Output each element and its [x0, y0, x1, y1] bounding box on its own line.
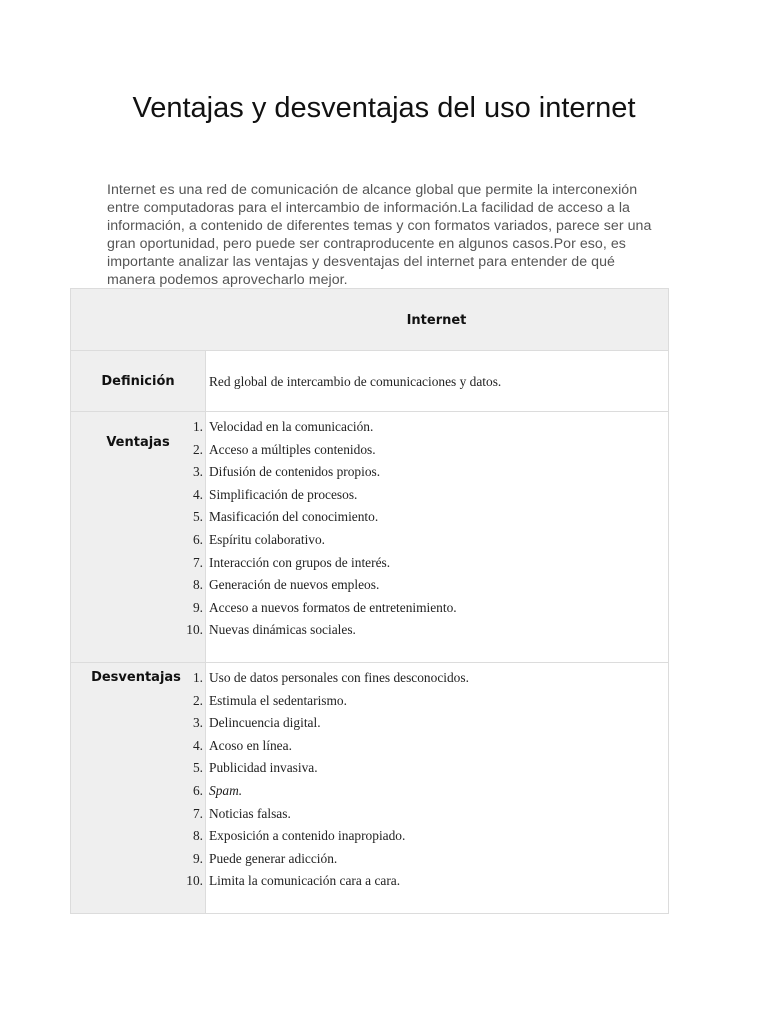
- list-item: [171, 757, 469, 780]
- list-item-text: Generación de nuevos empleos.: [209, 577, 380, 593]
- list-item-text: Espíritu colaborativo.: [209, 531, 326, 547]
- list-item-number: 4.: [192, 486, 203, 502]
- list-item-number: 8.: [192, 828, 203, 844]
- definition-text: Red global de intercambio de comunicaciones y datos.: [209, 374, 502, 389]
- list-item-number: 7.: [192, 805, 203, 821]
- list-item-text: Difusión de contenidos propios.: [209, 464, 381, 480]
- list-item-number: 10.: [186, 622, 203, 638]
- list-item-number: 10.: [186, 873, 203, 889]
- row-label-desventajas: Desventajas: [91, 670, 181, 685]
- list-item: [171, 803, 469, 826]
- comparison-table: [70, 288, 669, 914]
- list-item-text: Delincuencia digital.: [209, 715, 321, 731]
- list-item: [171, 597, 457, 620]
- list-item-text: Limita la comunicación cara a cara.: [209, 873, 401, 889]
- desventajas-list: [171, 667, 469, 893]
- row-label-ventajas: Ventajas: [106, 435, 170, 450]
- list-item-number: 9.: [192, 850, 203, 866]
- list-item-number: 6.: [192, 782, 203, 798]
- list-item-text: Acceso a nuevos formatos de entretenimiento.: [209, 599, 457, 615]
- row-divider: [71, 350, 668, 351]
- list-item-text: Spam.: [209, 782, 243, 798]
- intro-paragraph: Internet es una red de comunicación de alcance global que permite la interconexión entre computadoras para el intercambio de información.La facilidad de acceso a la información, a contenido de diferentes temas y con formatos variados, parece ser una gran oportunidad, pero puede ser contraproducente en algunos casos.Por eso, es importante analizar las ventajas y desventajas del internet para entender de qué manera podemos aprovecharlo mejor.: [107, 182, 652, 288]
- list-item-number: 3.: [192, 464, 203, 480]
- list-item: [171, 667, 469, 690]
- list-item: [171, 529, 457, 552]
- list-item-number: 1.: [192, 419, 203, 434]
- list-item-text: Interacción con grupos de interés.: [209, 554, 391, 570]
- list-item: [171, 825, 469, 848]
- list-item-number: 3.: [192, 715, 203, 731]
- list-item-number: 8.: [192, 577, 203, 593]
- list-item-text: Acoso en línea.: [209, 737, 292, 753]
- list-item-text: Estimula el sedentarismo.: [209, 692, 347, 708]
- list-item: [171, 552, 457, 575]
- list-item: [171, 484, 457, 507]
- list-item-number: 4.: [192, 737, 203, 753]
- list-item-text: Noticias falsas.: [209, 805, 291, 821]
- list-item: [171, 780, 469, 803]
- list-item-number: 9.: [192, 599, 203, 615]
- list-item: [171, 690, 469, 713]
- page-title: Ventajas y desventajas del uso internet: [132, 92, 636, 124]
- list-item: [171, 848, 469, 871]
- list-item-text: Uso de datos personales con fines desconocidos.: [209, 670, 469, 685]
- column-header-internet: Internet: [406, 313, 467, 328]
- list-item-text: Acceso a múltiples contenidos.: [209, 441, 376, 457]
- list-item: [171, 870, 469, 893]
- list-item: [171, 735, 469, 758]
- list-item-number: 1.: [192, 670, 203, 685]
- list-item: [171, 439, 457, 462]
- list-item: [171, 712, 469, 735]
- list-item: [171, 506, 457, 529]
- list-item-number: 5.: [192, 760, 203, 776]
- list-item: [171, 574, 457, 597]
- list-item-text: Masificación del conocimiento.: [209, 509, 379, 525]
- ventajas-list: [171, 416, 457, 642]
- list-item-number: 2.: [192, 692, 203, 708]
- row-label-definicion: Definición: [101, 374, 175, 389]
- list-item: [171, 416, 457, 439]
- list-item: [171, 461, 457, 484]
- list-item: [171, 619, 457, 642]
- row-divider: [71, 662, 668, 663]
- list-item-text: Nuevas dinámicas sociales.: [209, 622, 356, 638]
- row-divider: [71, 411, 668, 412]
- list-item-text: Simplificación de procesos.: [209, 486, 358, 502]
- list-item-number: 5.: [192, 509, 203, 525]
- list-item-text: Velocidad en la comunicación.: [209, 419, 374, 434]
- list-item-number: 7.: [192, 554, 203, 570]
- list-item-text: Exposición a contenido inapropiado.: [209, 828, 406, 844]
- list-item-number: 6.: [192, 531, 203, 547]
- list-item-number: 2.: [192, 441, 203, 457]
- list-item-text: Puede generar adicción.: [209, 850, 338, 866]
- list-item-text: Publicidad invasiva.: [209, 760, 318, 776]
